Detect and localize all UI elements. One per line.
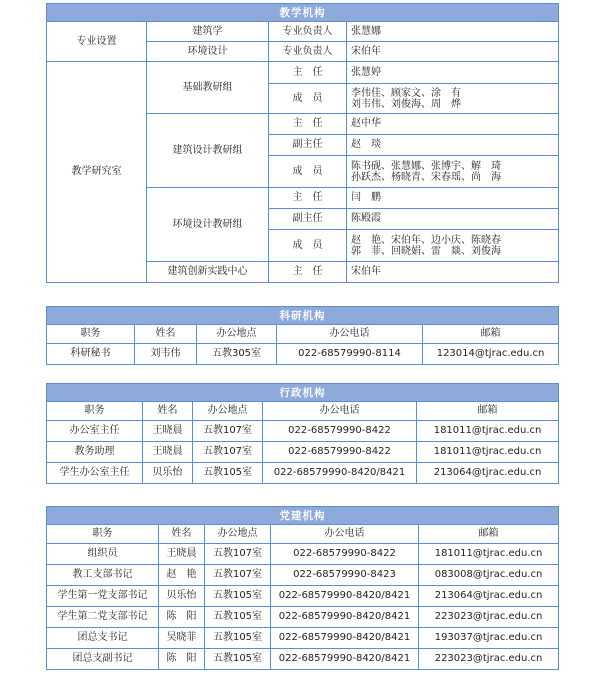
col-header-name: 姓名 [143, 402, 193, 421]
table-row [47, 649, 559, 670]
cell-name: 陈 阳 [159, 607, 205, 628]
party-org-title: 党建机构 [47, 507, 559, 525]
table-row [47, 344, 559, 365]
cell-phone: 022-68579990-8422 [263, 421, 417, 442]
cell-phone: 022-68579990-8420/8421 [271, 607, 419, 628]
major-role: 专业负责人 [269, 22, 347, 42]
cell-name: 王晓晨 [159, 544, 205, 565]
cell-email: 123014@tjrac.edu.cn [423, 344, 559, 365]
cell-office: 五教107室 [205, 565, 271, 586]
cell-name: 刘韦伟 [135, 344, 197, 365]
group-members: 赵中华 [347, 114, 559, 135]
cell-office: 五教105室 [205, 607, 271, 628]
group-role: 主 任 [269, 262, 347, 283]
group-members: 赵 琰 [347, 135, 559, 156]
cell-position: 团总支书记 [47, 628, 159, 649]
cell-name: 赵 艳 [159, 565, 205, 586]
table-row [47, 565, 559, 586]
cell-position: 学生办公室主任 [47, 463, 143, 484]
col-header-name: 姓名 [135, 325, 197, 344]
cell-phone: 022-68579990-8420/8421 [271, 586, 419, 607]
group-members: 赵 艳、宋伯年、边小庆、陈晓春 郭 菲、回晓娟、雷 燚、刘俊海 [347, 230, 559, 262]
research-org-table [46, 306, 559, 365]
group-role: 主 任 [269, 114, 347, 135]
group-name: 环境设计教研组 [147, 188, 269, 262]
major-role: 专业负责人 [269, 42, 347, 62]
cell-email: 181011@tjrac.edu.cn [417, 442, 559, 463]
cell-office: 五教107室 [193, 421, 263, 442]
col-header-phone: 办公电话 [277, 325, 423, 344]
group-name: 建筑设计教研组 [147, 114, 269, 188]
cell-phone: 022-68579990-8420/8421 [263, 463, 417, 484]
cell-name: 贝乐怡 [159, 586, 205, 607]
group-members: 李伟佳、顾家文、涂 有 刘韦伟、刘俊海、周 烨 [347, 84, 559, 114]
cell-office: 五教105室 [193, 463, 263, 484]
cell-name: 王晓晨 [143, 442, 193, 463]
cell-position: 团总支副书记 [47, 649, 159, 670]
research-label: 教学研究室 [47, 62, 147, 283]
group-role: 成 员 [269, 84, 347, 114]
cell-office: 五教105室 [205, 628, 271, 649]
table-row [47, 607, 559, 628]
table-row [47, 421, 559, 442]
cell-phone: 022-68579990-8420/8421 [271, 649, 419, 670]
table-row [47, 442, 559, 463]
group-role: 成 员 [269, 156, 347, 188]
group-role: 主 任 [269, 62, 347, 84]
group-members: 陈书砚、张慧娜、张博宇、解 琦 孙跃杰、杨晓青、宋春瑶、尚 海 [347, 156, 559, 188]
cell-position: 学生第二党支部书记 [47, 607, 159, 628]
cell-office: 五教107室 [205, 544, 271, 565]
cell-email: 181011@tjrac.edu.cn [417, 421, 559, 442]
group-role: 副主任 [269, 209, 347, 230]
group-members: 宋伯年 [347, 262, 559, 283]
cell-email: 181011@tjrac.edu.cn [419, 544, 559, 565]
group-role: 主 任 [269, 188, 347, 209]
cell-position: 教务助理 [47, 442, 143, 463]
cell-name: 吴晓菲 [159, 628, 205, 649]
cell-phone: 022-68579990-8422 [271, 544, 419, 565]
col-header-office: 办公地点 [193, 402, 263, 421]
col-header-email: 邮箱 [419, 525, 559, 544]
col-header-name: 姓名 [159, 525, 205, 544]
table-row [47, 463, 559, 484]
col-header-position: 职务 [47, 402, 143, 421]
table-row [47, 586, 559, 607]
group-members: 陈殿霞 [347, 209, 559, 230]
cell-office: 五教105室 [205, 649, 271, 670]
cell-phone: 022-68579990-8114 [277, 344, 423, 365]
major-person: 张慧娜 [347, 22, 559, 42]
cell-office: 五教105室 [205, 586, 271, 607]
cell-email: 083008@tjrac.edu.cn [419, 565, 559, 586]
group-role: 成 员 [269, 230, 347, 262]
cell-email: 193037@tjrac.edu.cn [419, 628, 559, 649]
group-members: 闫 鹏 [347, 188, 559, 209]
cell-name: 贝乐怡 [143, 463, 193, 484]
group-members: 张慧婷 [347, 62, 559, 84]
cell-name: 王晓晨 [143, 421, 193, 442]
major-person: 宋伯年 [347, 42, 559, 62]
col-header-office: 办公地点 [205, 525, 271, 544]
teaching-org-table [46, 3, 559, 283]
col-header-email: 邮箱 [417, 402, 559, 421]
group-name: 建筑创新实践中心 [147, 262, 269, 283]
col-header-email: 邮箱 [423, 325, 559, 344]
cell-position: 办公室主任 [47, 421, 143, 442]
cell-office: 五教107室 [193, 442, 263, 463]
cell-email: 213064@tjrac.edu.cn [419, 586, 559, 607]
cell-phone: 022-68579990-8420/8421 [271, 628, 419, 649]
cell-office: 五教305室 [197, 344, 277, 365]
cell-position: 组织员 [47, 544, 159, 565]
group-name: 基础教研组 [147, 62, 269, 114]
admin-org-table [46, 383, 559, 484]
col-header-phone: 办公电话 [271, 525, 419, 544]
cell-position: 教工支部书记 [47, 565, 159, 586]
research-org-title: 科研机构 [47, 307, 559, 325]
cell-email: 213064@tjrac.edu.cn [417, 463, 559, 484]
col-header-phone: 办公电话 [263, 402, 417, 421]
cell-position: 学生第一党支部书记 [47, 586, 159, 607]
table-row [47, 628, 559, 649]
cell-position: 科研秘书 [47, 344, 135, 365]
major-name: 建筑学 [147, 22, 269, 42]
cell-phone: 022-68579990-8423 [271, 565, 419, 586]
teaching-org-title: 教学机构 [47, 4, 559, 22]
group-role: 副主任 [269, 135, 347, 156]
cell-email: 223023@tjrac.edu.cn [419, 649, 559, 670]
col-header-position: 职务 [47, 325, 135, 344]
major-name: 环境设计 [147, 42, 269, 62]
col-header-office: 办公地点 [197, 325, 277, 344]
col-header-position: 职务 [47, 525, 159, 544]
admin-org-title: 行政机构 [47, 384, 559, 402]
cell-name: 陈 阳 [159, 649, 205, 670]
party-org-table [46, 506, 559, 670]
table-row [47, 544, 559, 565]
cell-phone: 022-68579990-8422 [263, 442, 417, 463]
cell-email: 223023@tjrac.edu.cn [419, 607, 559, 628]
major-label: 专业设置 [47, 22, 147, 62]
